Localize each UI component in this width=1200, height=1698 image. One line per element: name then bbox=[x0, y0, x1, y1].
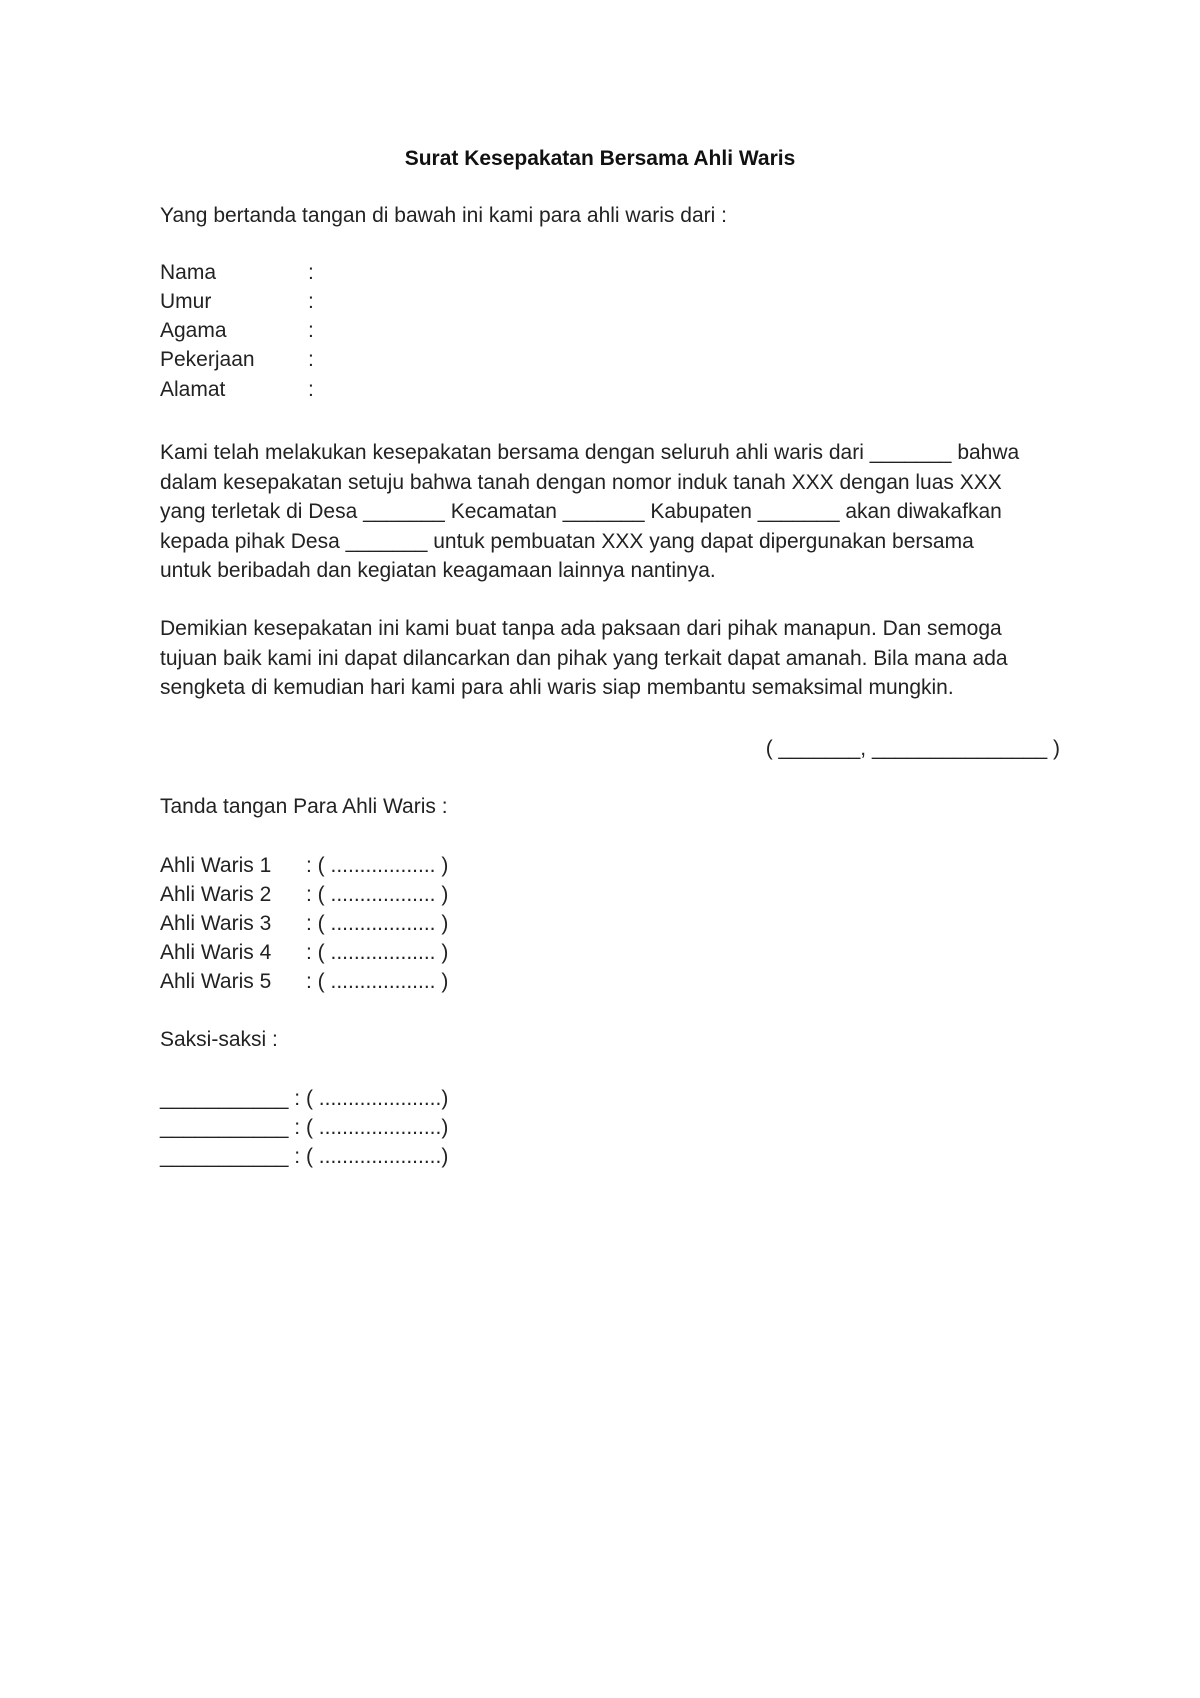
witness-row: ___________ : ( .....................) bbox=[160, 1145, 449, 1168]
paragraph-line: sengketa di kemudian hari kami para ahli waris siap membantu semaksimal mungkin. bbox=[160, 676, 954, 699]
identity-row-alamat bbox=[160, 375, 314, 405]
intro-text: Yang bertanda tangan di bawah ini kami para ahli waris dari : bbox=[160, 204, 727, 227]
heir-label: Ahli Waris 1 bbox=[160, 854, 272, 877]
identity-row-agama bbox=[160, 316, 314, 346]
witness-row: ___________ : ( .....................) bbox=[160, 1116, 449, 1139]
signature-blank: : ( .................. ) bbox=[306, 883, 449, 906]
paragraph-line: yang terletak di Desa _______ Kecamatan _______ Kabupaten _______ akan diwakafkan bbox=[160, 500, 1002, 523]
signature-blank: : ( .................. ) bbox=[306, 970, 449, 993]
paragraph-line: untuk beribadah dan kegiatan keagamaan lainnya nantinya. bbox=[160, 559, 716, 582]
agreement-paragraph bbox=[160, 438, 1060, 586]
heir-signature-row bbox=[160, 909, 448, 939]
identity-separator: : bbox=[308, 261, 314, 284]
paragraph-line: dalam kesepakatan setuju bahwa tanah dengan nomor induk tanah XXX dengan luas XXX bbox=[160, 470, 1002, 494]
signature-blank: : ( .................. ) bbox=[306, 912, 449, 935]
closing-paragraph bbox=[160, 614, 1060, 703]
paragraph-line: tujuan baik kami ini dapat dilancarkan dan pihak yang terkait dapat amanah. Bila mana ada bbox=[160, 646, 1008, 670]
identity-separator: : bbox=[308, 290, 314, 313]
paragraph-line: Kami telah melakukan kesepakatan bersama dengan seluruh ahli waris dari _______ bahwa bbox=[160, 441, 1020, 464]
identity-row-pekerjaan bbox=[160, 345, 314, 375]
signature-blank: : ( .................. ) bbox=[306, 941, 449, 964]
identity-label: Nama bbox=[160, 261, 217, 284]
identity-label: Umur bbox=[160, 290, 212, 313]
identity-label: Pekerjaan bbox=[160, 348, 255, 371]
identity-separator: : bbox=[308, 348, 314, 371]
place-date-line: ( _______, _______________ ) bbox=[765, 737, 1060, 760]
identity-separator: : bbox=[308, 378, 314, 401]
heir-label: Ahli Waris 3 bbox=[160, 912, 272, 935]
document-title: Surat Kesepakatan Bersama Ahli Waris bbox=[404, 147, 796, 170]
witness-heading: Saksi-saksi : bbox=[160, 1028, 278, 1051]
identity-row-nama bbox=[160, 258, 314, 288]
signature-heading: Tanda tangan Para Ahli Waris : bbox=[160, 795, 448, 818]
identity-label: Agama bbox=[160, 319, 227, 342]
heir-signature-row bbox=[160, 938, 448, 968]
witness-row: ___________ : ( .....................) bbox=[160, 1087, 449, 1110]
identity-row-umur bbox=[160, 287, 314, 317]
paragraph-line: Demikian kesepakatan ini kami buat tanpa ada paksaan dari pihak manapun. Dan semoga bbox=[160, 617, 1002, 640]
heir-signature-row bbox=[160, 880, 448, 910]
heir-label: Ahli Waris 5 bbox=[160, 970, 272, 993]
heir-signature-row bbox=[160, 851, 448, 881]
heir-label: Ahli Waris 2 bbox=[160, 883, 272, 906]
signature-blank: : ( .................. ) bbox=[306, 854, 449, 877]
identity-separator: : bbox=[308, 319, 314, 342]
paragraph-line: kepada pihak Desa _______ untuk pembuatan XXX yang dapat dipergunakan bersama bbox=[160, 529, 974, 553]
heir-label: Ahli Waris 4 bbox=[160, 941, 272, 964]
heir-signature-row bbox=[160, 967, 448, 997]
identity-label: Alamat bbox=[160, 378, 226, 401]
